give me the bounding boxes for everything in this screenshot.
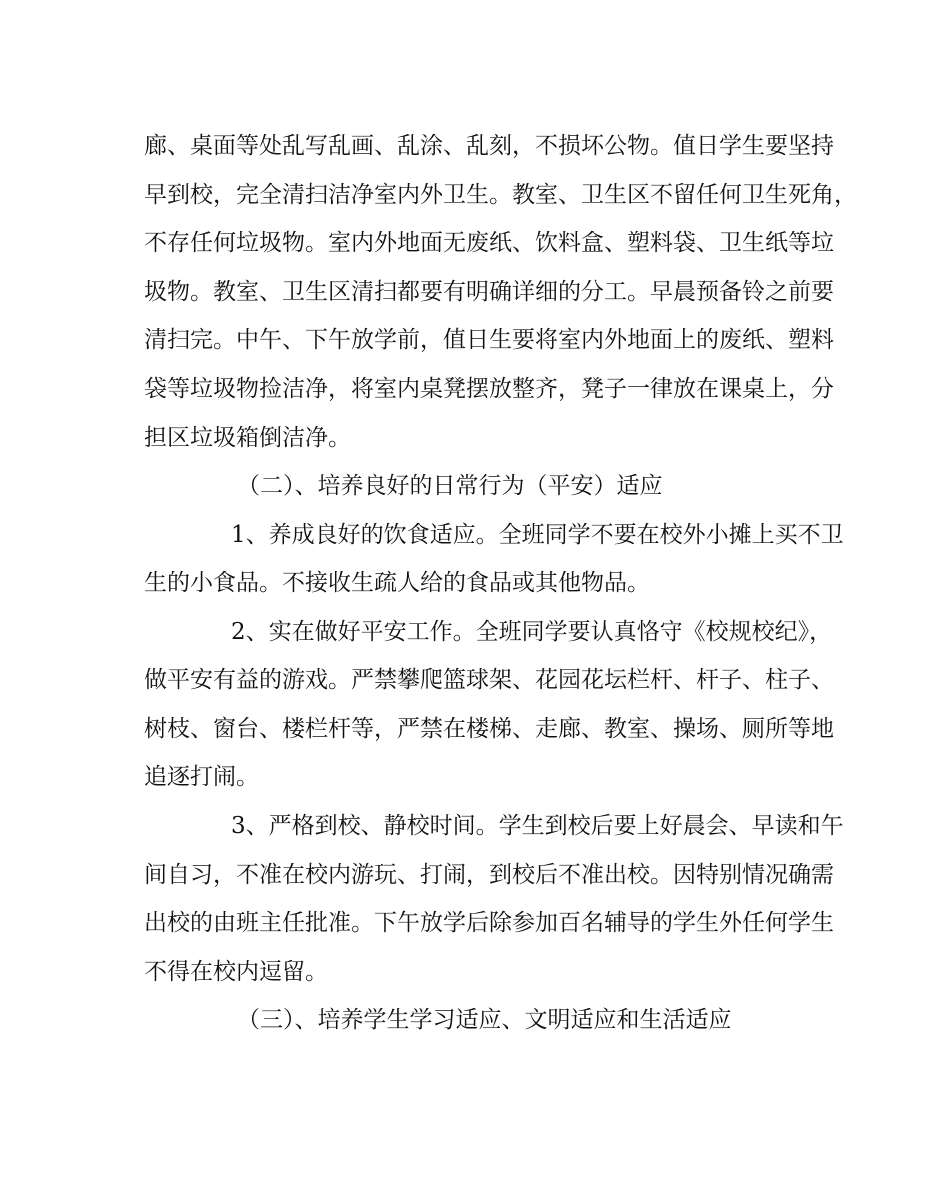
body-text-line: 早到校，完全清扫洁净室内外卫生。教室、卫生区不留任何卫生死角， [144,182,857,208]
body-text-line: 出校的由班主任批准。下午放学后除参加百名辅导的学生外任何学生 [144,910,834,936]
paragraph-first-line: 3、严格到校、静校时间。学生到校后要上好晨会、早读和午 [231,813,844,839]
body-text-line: 做平安有益的游戏。严禁攀爬篮球架、花园花坛栏杆、杆子、柱子、 [144,667,834,693]
section-heading: （二）、培养良好的日常行为（平安）适应 [237,473,663,499]
body-text-line: 追逐打闹。 [144,764,259,790]
body-text-line: 圾物。教室、卫生区清扫都要有明确详细的分工。早晨预备铃之前要 [144,279,834,305]
body-text-line: 不得在校内逗留。 [144,959,328,985]
body-text-line: 间自习，不准在校内游玩、打闹，到校后不准出校。因特别情况确需 [144,862,834,888]
body-text-line: 廊、桌面等处乱写乱画、乱涂、乱刻，不损坏公物。值日学生要坚持 [144,133,834,159]
body-text-line: 清扫完。中午、下午放学前，值日生要将室内外地面上的废纸、塑料 [144,327,834,353]
body-text-line: 生的小食品。不接收生疏人给的食品或其他物品。 [144,570,650,596]
body-text-line: 担区垃圾箱倒洁净。 [144,425,351,451]
paragraph-first-line: 2、实在做好平安工作。全班同学要认真恪守《校规校纪》， [231,619,833,645]
body-text-line: 袋等垃圾物捡洁净，将室内桌凳摆放整齐，凳子一律放在课桌上，分 [144,376,834,402]
body-text-line: 树枝、窗台、楼栏杆等，严禁在楼梯、走廊、教室、操场、厕所等地 [144,716,834,742]
paragraph-first-line: 1、养成良好的饮食适应。全班同学不要在校外小摊上买不卫 [231,522,844,548]
section-heading: （三）、培养学生学习适应、文明适应和生活适应 [237,1007,732,1033]
body-text-line: 不存任何垃圾物。室内外地面无废纸、饮料盒、塑料袋、卫生纸等垃 [144,230,834,256]
